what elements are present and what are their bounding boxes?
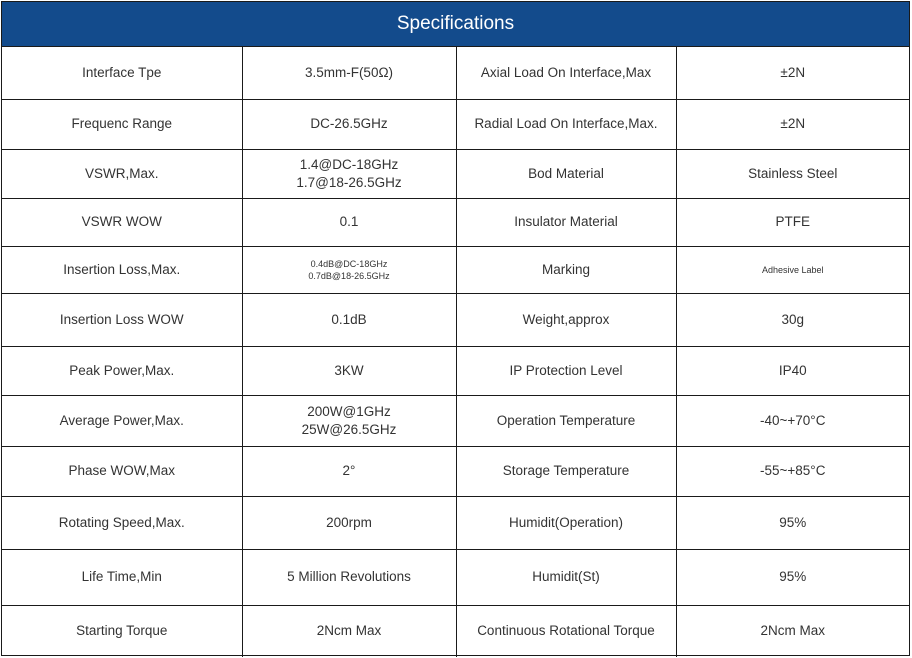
param-value: 25W@26.5GHz [301,421,397,437]
param-name: Average Power,Max. [59,412,184,428]
param-name-cell [456,346,676,395]
param-value: 0.1dB [331,311,367,327]
table-row [2,605,909,657]
param-value: Stainless Steel [748,165,838,181]
table-row [2,99,909,149]
param-value: 0.7dB@18-26.5GHz [308,270,390,281]
param-value-cell [676,293,909,346]
param-name-cell [2,293,242,346]
param-value: 0.1 [339,214,359,229]
param-value-cell [242,293,456,346]
param-name: Peak Power,Max. [69,362,175,378]
param-value-cell [242,549,456,605]
param-name: VSWR WOW [81,214,162,229]
param-name: Phase WOW,Max [68,463,176,478]
param-name-cell [2,395,242,446]
param-name: Marking [541,261,590,277]
param-name: VSWR,Max. [84,165,159,181]
param-value-cell [242,605,456,657]
param-name: Rotating Speed,Max. [58,514,185,530]
param-value-cell [676,47,909,99]
param-value-cell [242,99,456,149]
param-value-cell [676,246,909,293]
table-row [2,149,909,198]
param-name-cell [456,99,676,149]
param-value: IP40 [778,362,807,378]
table-row [2,549,909,605]
param-name: Insertion Loss,Max. [63,261,181,277]
param-name-cell [2,47,242,99]
param-name: Starting Torque [76,623,168,639]
param-name: Operation Temperature [496,412,636,428]
param-value: Adhesive Label [761,264,824,275]
param-name-cell [456,198,676,246]
param-name-cell [456,246,676,293]
param-value-cell [676,149,909,198]
table-row [2,246,909,293]
table-row [2,346,909,395]
param-value: -55~+85°C [760,463,826,478]
table-row [2,395,909,446]
param-value: ±2N [780,116,806,131]
param-value: 2° [342,463,356,478]
param-value-cell [676,198,909,246]
param-name-cell [2,246,242,293]
param-value: -40~+70°C [760,412,826,428]
param-value: 0.4dB@DC-18GHz [310,258,388,269]
param-name-cell [456,549,676,605]
param-name-cell [2,496,242,549]
param-value-cell [676,395,909,446]
table-row [2,198,909,246]
param-value: DC-26.5GHz [310,116,388,131]
specifications-table [2,47,909,657]
param-value-cell [676,605,909,657]
table-row [2,496,909,549]
param-value: 3.5mm-F(50Ω) [304,64,394,80]
param-name: Bod Material [528,165,604,181]
param-value: 3KW [334,362,364,378]
param-value: 2Ncm Max [316,623,382,639]
param-name-cell [2,346,242,395]
param-value-cell [242,149,456,198]
param-value-cell [242,198,456,246]
param-value-cell [676,346,909,395]
param-value-cell [242,47,456,99]
param-value: 5 Million Revolutions [287,569,411,584]
param-name: Axial Load On Interface,Max [480,64,652,80]
param-value: 200rpm [326,514,372,530]
param-name-cell [2,549,242,605]
param-value: PTFE [775,214,810,229]
param-name-cell [456,496,676,549]
table-row [2,293,909,346]
specifications-table-container [1,1,910,656]
param-value: 1.4@DC-18GHz [299,156,399,172]
param-value: 30g [781,311,805,327]
param-name: Continuous Rotational Torque [477,623,655,639]
param-value-cell [242,246,456,293]
param-value-cell [676,446,909,496]
param-value: ±2N [780,64,806,80]
param-value: 95% [779,569,807,584]
param-value: 95% [779,514,807,530]
param-name-cell [2,198,242,246]
param-name: Life Time,Min [81,569,162,584]
param-name: Humidit(St) [532,569,600,584]
param-name-cell [456,149,676,198]
param-name: Insertion Loss WOW [59,311,184,327]
param-name: Frequenc Range [71,116,173,131]
param-name-cell [456,395,676,446]
param-name-cell [456,293,676,346]
param-value: 2Ncm Max [760,623,825,639]
param-name-cell [2,605,242,657]
param-name: Interface Tpe [82,64,162,80]
param-value-cell [676,549,909,605]
param-value-cell [242,346,456,395]
param-name-cell [456,446,676,496]
table-title: Specifications [2,2,909,47]
param-name: Insulator Material [514,214,618,229]
param-value-cell [676,496,909,549]
param-value: 1.7@18-26.5GHz [296,174,402,190]
param-name: IP Protection Level [509,362,623,378]
param-value-cell [242,446,456,496]
param-name-cell [2,99,242,149]
param-name: Radial Load On Interface,Max. [474,116,658,131]
param-value-cell [242,496,456,549]
param-name-cell [456,605,676,657]
param-name-cell [2,446,242,496]
param-name: Humidit(Operation) [508,514,624,530]
param-value-cell [676,99,909,149]
param-value-cell [242,395,456,446]
param-value: 200W@1GHz [307,403,391,419]
table-row [2,446,909,496]
table-row [2,47,909,99]
param-name: Storage Temperature [502,463,630,478]
param-name-cell [2,149,242,198]
param-name-cell [456,47,676,99]
param-name: Weight,approx [522,311,610,327]
